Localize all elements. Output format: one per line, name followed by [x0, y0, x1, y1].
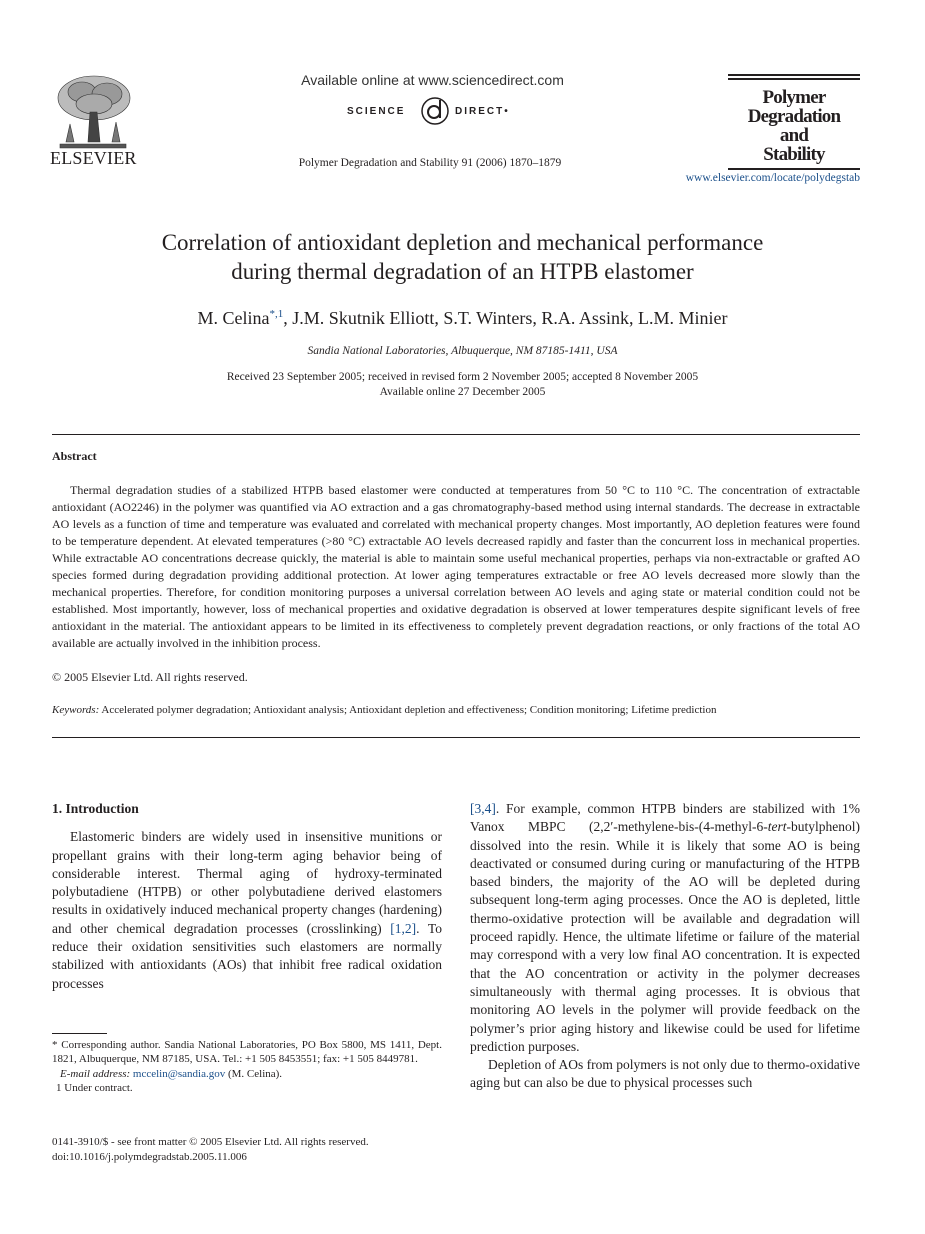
footnote-contract: 1 Under contract.: [56, 1082, 133, 1095]
doi-line: doi:10.1016/j.polymdegradstab.2005.11.006: [52, 1151, 247, 1163]
right-column: [470, 800, 860, 1093]
author-list: [60, 308, 865, 329]
author-first: M. Celina: [197, 308, 270, 328]
journal-title-box: [728, 74, 860, 172]
intro-paragraph-1-cont: [470, 800, 860, 1056]
abstract-text: Thermal degradation studies of a stabilized HTPB based elastomer were conducted at temperatures from 50 °C to 110 °C. The concentration of extractable antioxidant (AO2246) in the polymer was quantified via AO extraction and a gas chromatography-based method using internal standards. The decrease in extractable AO levels as a function of time and temperature was evaluated and correlated with mechanical property changes. Most importantly, AO depletion features were found to be temperature dependent. At elevated temperatures (>80 °C) extractable AO levels decreased rapidly and faster than the concurrent loss in mechanical properties. While extractable AO concentrations decrease quickly, the material is able to maintain some useful mechanical properties, perhaps via non-extractable or grafted AO species formed during degradation providing additional protection. At lower aging temperatures extractable or free AO levels decreased more slowly than the mechanical properties. Therefore, for condition monitoring purposes a universal correlation between AO levels and aging state or material condition could not be established. Most importantly, however, loss of mechanical properties and oxidative degradation is observed at lower temperatures despite significant levels of free antioxidant in the material. The antioxidant appears to be limited in its effectiveness to completely prevent degradation reactions, or only fractions of the total AO available are actually involved in the inhibition process.: [52, 483, 860, 650]
abstract-heading: Abstract: [52, 449, 97, 463]
journal-url-link[interactable]: www.elsevier.com/locate/polydegstab: [685, 172, 860, 184]
email-suffix: (M. Celina).: [227, 1067, 283, 1080]
available-date: Available online 27 December 2005: [379, 386, 546, 398]
citation-link[interactable]: [1,2]: [390, 920, 417, 936]
sd-direct-word: [455, 106, 510, 117]
section-heading-introduction: 1. Introduction: [52, 801, 139, 816]
citation-link-2[interactable]: [3,4]: [470, 801, 496, 816]
available-online-text: Available online at www.sciencedirect.com: [301, 72, 564, 88]
journal-title-line4: Stability: [763, 144, 825, 165]
elsevier-tree-icon: [52, 72, 134, 150]
footnote-email: [52, 1067, 442, 1081]
abstract-body: [52, 482, 860, 652]
article-title-line1: Correlation of antioxidant depletion and mechanical performance: [161, 230, 764, 255]
keywords-label: Keywords:: [52, 704, 100, 716]
intro-paragraph-2: Depletion of AOs from polymers is not only due to thermo-oxidative aging but can also be due to physical processes such: [470, 1057, 860, 1091]
article-title: [60, 228, 865, 286]
sd-at-icon: [420, 96, 450, 126]
journal-rule-top-2: [728, 78, 860, 80]
left-column: [52, 800, 442, 993]
footnote-corresponding-author: * Corresponding author. Sandia National Laboratories, PO Box 5800, MS 1411, Dept. 1821, Albuquerque, NM 87185, USA. Tel.: +1 505 8453551; fax: +1 505 8449781.: [52, 1039, 442, 1066]
abstract-copyright: © 2005 Elsevier Ltd. All rights reserved.: [52, 670, 248, 684]
received-dates: Received 23 September 2005; received in revised form 2 November 2005; accepted 8 November 2005: [226, 371, 699, 383]
journal-title: [728, 82, 860, 164]
affiliation: Sandia National Laboratories, Albuquerque, NM 87185-1411, USA: [307, 345, 618, 357]
sd-science-word: SCIENCE: [347, 106, 406, 117]
sd-direct-label: DIRECT: [455, 106, 505, 117]
footnote-rule: [52, 1033, 107, 1034]
journal-title-line3: and: [779, 125, 809, 146]
journal-title-line1: Polymer: [762, 87, 826, 108]
issn-line: 0141-3910/$ - see front matter © 2005 Elsevier Ltd. All rights reserved.: [52, 1136, 369, 1148]
journal-title-line2: Degradation: [747, 106, 841, 127]
article-title-line2: during thermal degradation of an HTPB elastomer: [231, 259, 694, 284]
intro-p1-cont-b: -butylphenol) dissolved into the resin. While it is likely that some AO is being deactivated or consumed during curing or manufacturing of the HTPB based binders, the majority of the AO will be depleted during subsequent long-term aging processes. Once the AO is depleted, little thermo-oxidative protection will be available and degradation will proceed rapidly. Hence, the ultimate lifetime or failure of the material may correspond with a very low final AO concentration. It is expected that the AO concentration or activity in the polymer decreases simultaneously with thermal aging processes. It is obvious that monitoring AO levels in the polymer will provide feedback on the polymer’s prior aging history and likewise could be used for lifetime prediction purposes.: [470, 819, 860, 1054]
footnotes: [52, 1038, 442, 1096]
keywords: [52, 704, 860, 716]
journal-rule-bottom: [728, 168, 860, 170]
email-link[interactable]: mccelin@sandia.gov: [132, 1067, 226, 1080]
publisher-name: ELSEVIER: [50, 148, 137, 168]
authors-rest: , J.M. Skutnik Elliott, S.T. Winters, R.A. Assink, L.M. Minier: [283, 308, 728, 328]
article-dates: [60, 370, 865, 400]
author-footnote-marks[interactable]: *,1: [269, 308, 284, 320]
tert-italic: tert: [767, 819, 787, 835]
intro-p1-cont-a: . For example, common HTPB binders are stabilized with 1% Vanox MBPC (2,2′-methylene-bis-(4-methyl-6-: [470, 801, 860, 835]
sd-mark: •: [504, 106, 510, 117]
journal-citation: Polymer Degradation and Stability 91 (2006) 1870–1879: [298, 157, 562, 169]
email-label: E-mail address:: [60, 1067, 131, 1080]
journal-rule-top: [728, 74, 860, 76]
intro-p1-text-b: . To reduce their oxidation sensitivities such elastomers are normally stabilized with antioxidants (AOs) that inhibit free radical oxidation processes: [52, 920, 442, 991]
abstract-rule-bottom: [52, 737, 860, 738]
front-matter: [52, 1135, 369, 1165]
abstract-rule-top: [52, 434, 860, 435]
elsevier-logo: [50, 72, 140, 172]
keywords-list: Accelerated polymer degradation; Antioxidant analysis; Antioxidant depletion and effectiveness; Condition monitoring; Lifetime prediction: [101, 704, 717, 716]
intro-p1-text-a: Elastomeric binders are widely used in insensitive munitions or propellant grains with their long-term aging behavior being of considerable interest. Thermal aging of hydroxy-terminated polybutadiene (HTPB) or other polybutadiene derived elastomers results in oxidatively induced mechanical property changes (hardening) and other chemical degradation processes (crosslinking): [52, 829, 442, 936]
sciencedirect-logo: [335, 96, 535, 132]
intro-paragraph-1: [52, 828, 442, 993]
